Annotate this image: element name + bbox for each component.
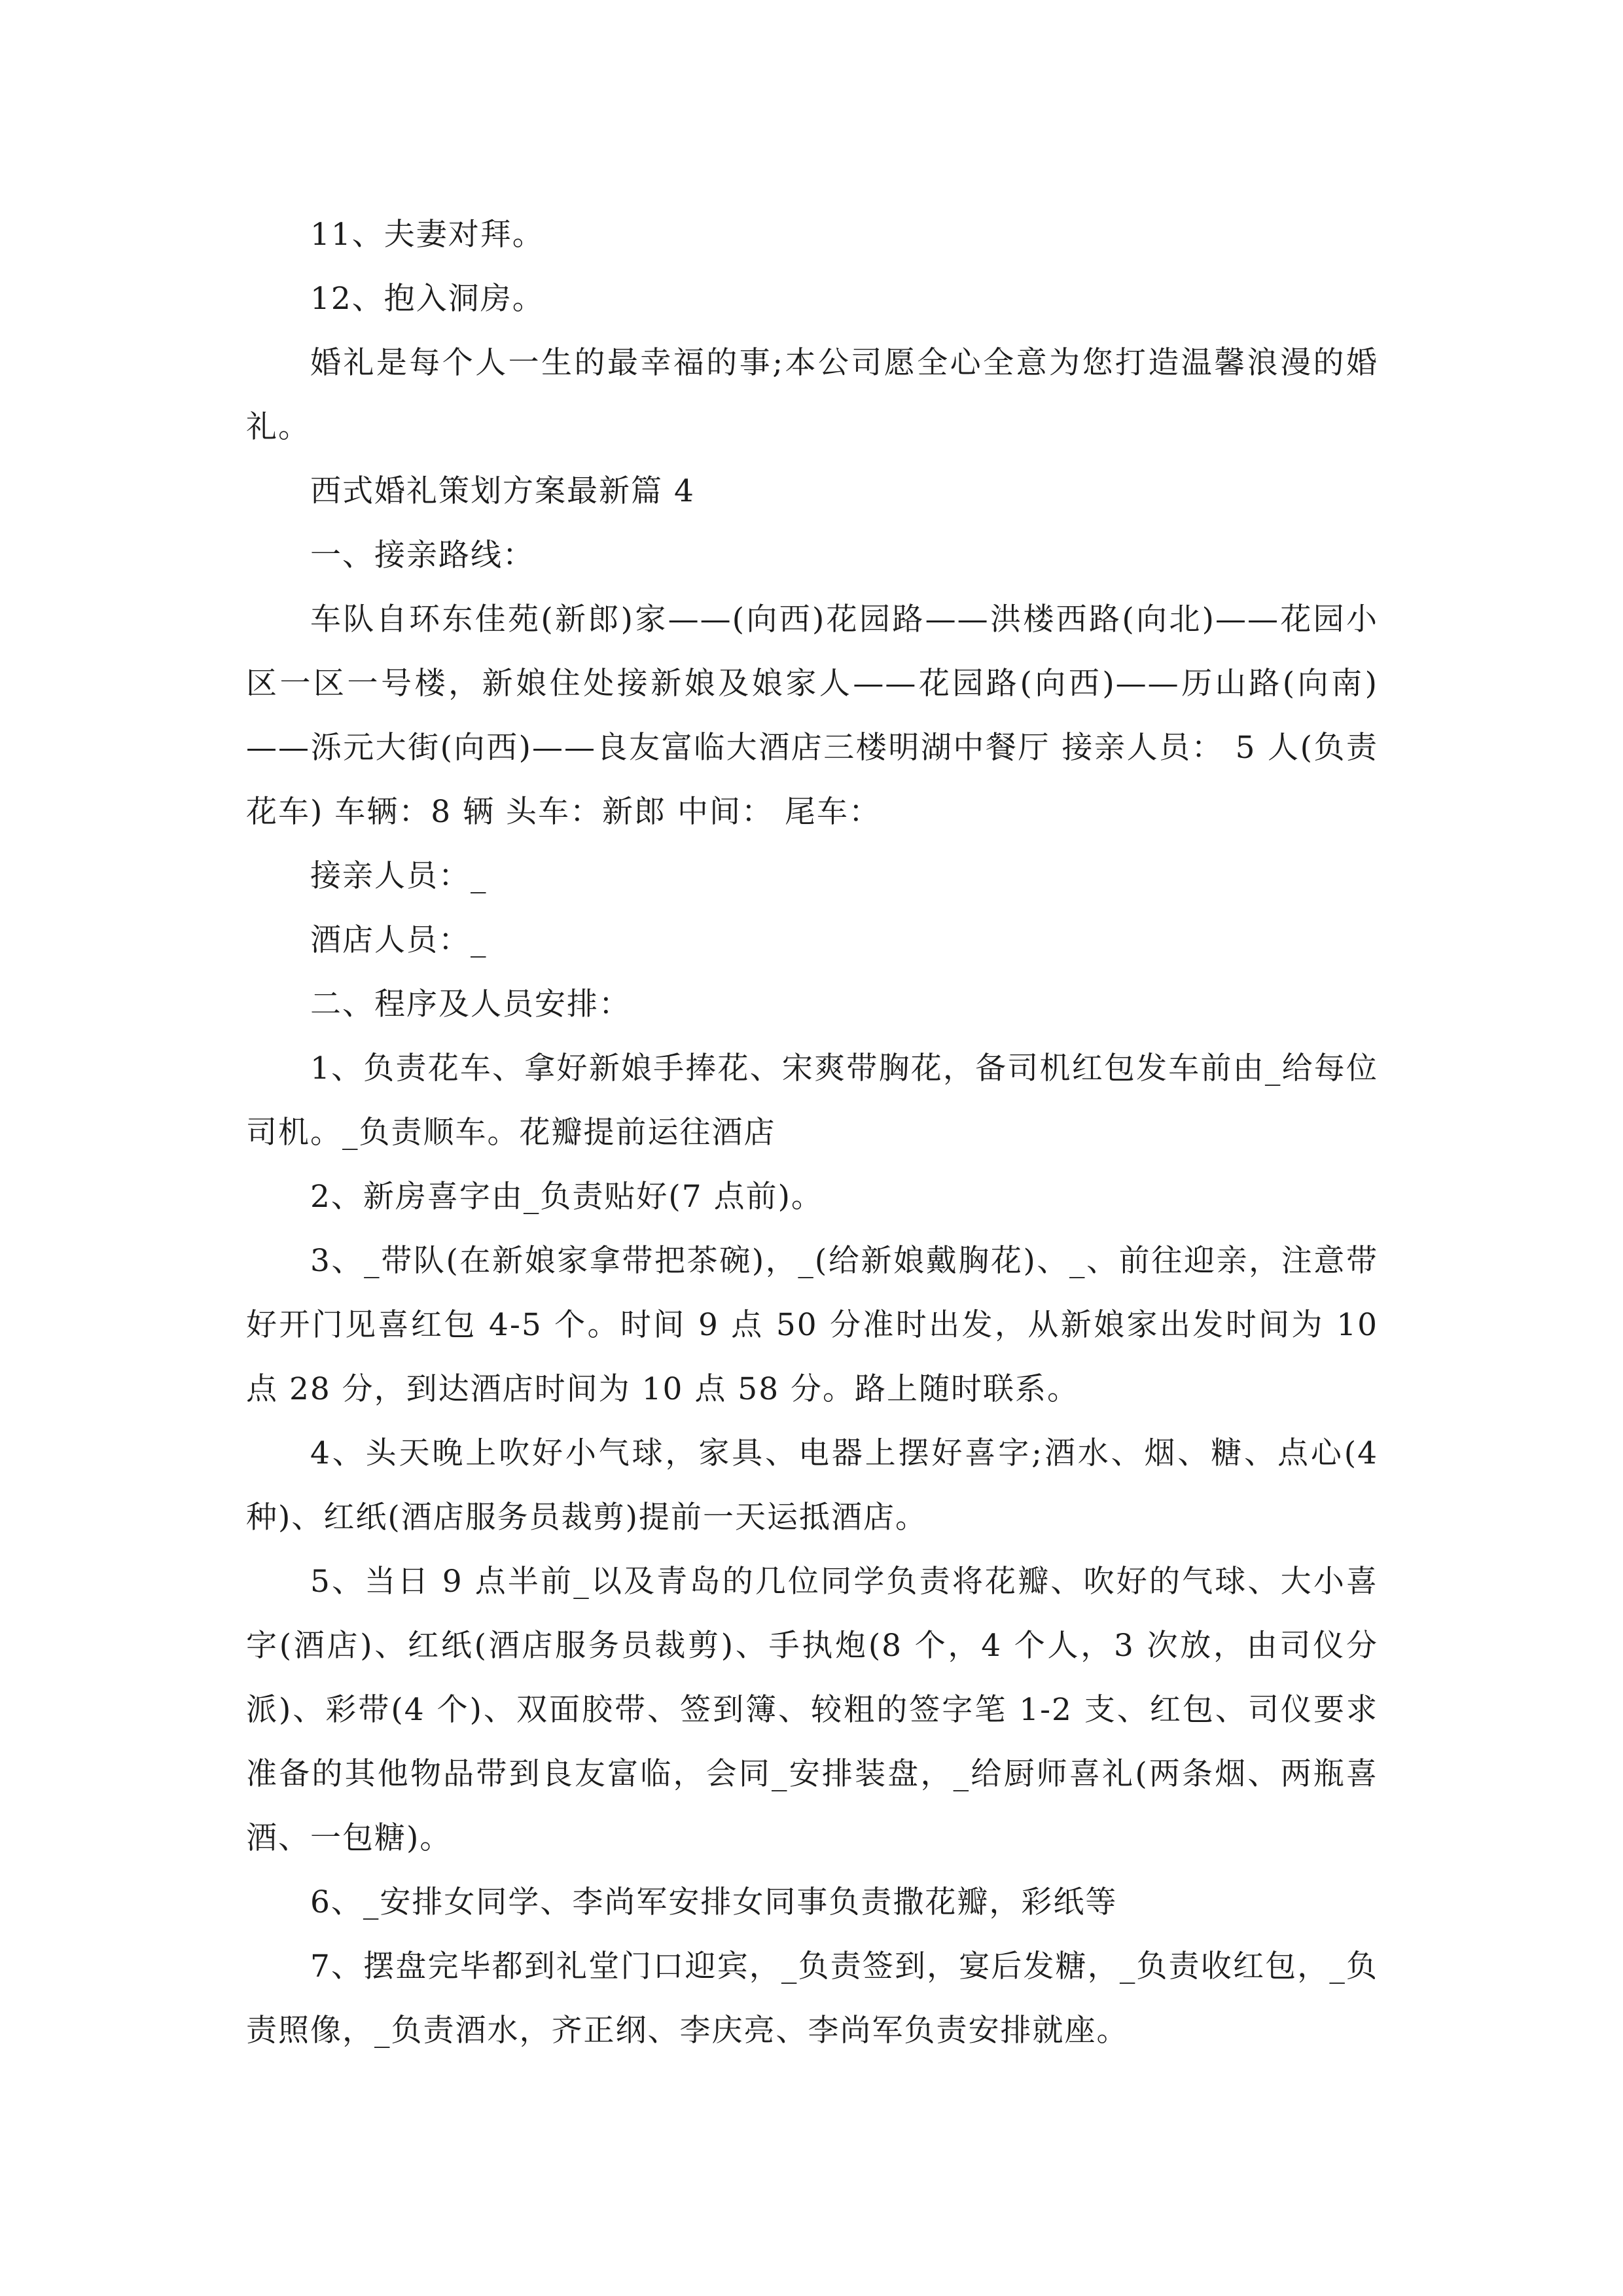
paragraph-hotel-staff: 酒店人员：_ [310,922,488,958]
paragraph-item-3: 3、_带队(在新娘家拿带把茶碗)，_(给新娘戴胸花)、_、前往迎亲，注意带好开门见喜红包 4-5 个。时间 9 点 50 分准时出发，从新娘家出发时间为 10 点 28 分，到达酒店时间为 10 点 58 分。路上随时联系。 [246,1243,1378,1407]
paragraph-item-7: 7、摆盘完毕都到礼堂门口迎宾，_负责签到，宴后发糖，_负责收红包，_负责照像，_负责酒水，齐正纲、李庆亮、李尚军负责安排就座。 [246,1948,1378,2049]
paragraph-item-2: 2、新房喜字由_负责贴好(7 点前)。 [310,1179,823,1215]
paragraph-closing-statement: 婚礼是每个人一生的最幸福的事;本公司愿全心全意为您打造温馨浪漫的婚礼。 [246,345,1378,445]
paragraph-pickup-staff: 接亲人员：_ [310,858,488,894]
paragraph-item-5: 5、当日 9 点半前_以及青岛的几位同学负责将花瓣、吹好的气球、大小喜字(酒店)、红纸(酒店服务员裁剪)、手执炮(8 个，4 个人，3 次放，由司仪分派)、彩带(4 个)、双面胶带、签到簿、较粗的签字笔 1-2 支、红包、司仪要求准备的其他物品带到良友富临，会同_安排装盘，_给厨师喜礼(两条烟、两瓶喜酒、一包糖)。 [246,1564,1378,1856]
paragraph-item-4: 4、头天晚上吹好小气球，家具、电器上摆好喜字;酒水、烟、糖、点心(4 种)、红纸(酒店服务员裁剪)提前一天运抵酒店。 [246,1435,1378,1535]
paragraph-item-6: 6、_安排女同学、李尚军安排女同事负责撒花瓣，彩纸等 [310,1884,1118,1920]
paragraph-step-12: 12、抱入洞房。 [310,281,544,317]
heading-pickup-route: 一、接亲路线： [310,537,535,573]
section-title: 西式婚礼策划方案最新篇 4 [310,473,695,509]
paragraph-route-details: 车队自环东佳苑(新郎)家——(向西)花园路——洪楼西路(向北)——花园小区一区一号楼，新娘住处接新娘及娘家人——花园路(向西)——历山路(向南)——泺元大街(向西)——良友富临大酒店三楼明湖中餐厅 接亲人员： 5 人(负责花车) 车辆：8 辆 头车：新郎 中间： 尾车： [246,601,1378,830]
heading-program-arrangement: 二、程序及人员安排： [310,986,631,1022]
document-body [246,203,1378,2063]
paragraph-item-1: 1、负责花车、拿好新娘手捧花、宋爽带胸花，备司机红包发车前由_给每位司机。_负责顺车。花瓣提前运往酒店 [246,1050,1378,1151]
paragraph-step-11: 11、夫妻对拜。 [310,217,544,253]
